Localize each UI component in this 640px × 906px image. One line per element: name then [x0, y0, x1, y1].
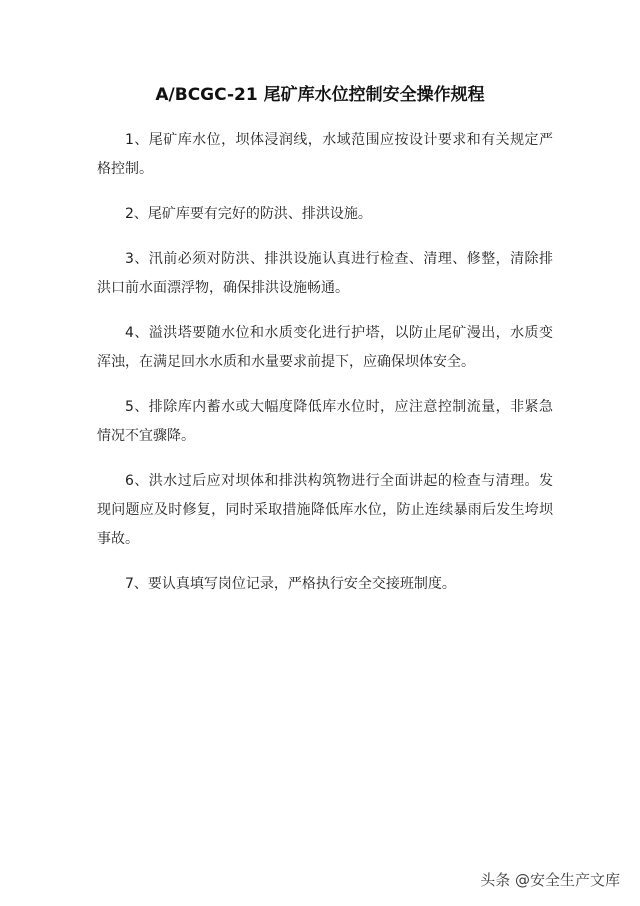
document-title: A/BCGC-21 尾矿库水位控制安全操作规程: [155, 85, 485, 105]
document-body: [97, 126, 553, 615]
paragraph-5: 5、排除库内蓄水或大幅度降低库水位时，应注意控制流量，非紧急情况不宜骤降。: [97, 399, 553, 444]
paragraph-7: 7、要认真填写岗位记录，严格执行安全交接班制度。: [125, 576, 456, 592]
paragraph-4: 4、溢洪塔要随水位和水质变化进行护塔，以防止尾矿漫出，水质变浑浊，在满足回水水质和水量要求前提下，应确保坝体安全。: [97, 325, 553, 370]
watermark-label: 头条 @安全生产文库: [480, 871, 620, 889]
paragraph-2: 2、尾矿库要有完好的防洪、排洪设施。: [125, 206, 372, 222]
paragraph-6: 6、洪水过后应对坝体和排洪构筑物进行全面讲起的检查与清理。发现问题应及时修复，同时采取措施降低库水位，防止连续暴雨后发生垮坝事故。: [97, 473, 553, 547]
paragraph-3: 3、汛前必须对防洪、排洪设施认真进行检查、清理、修整，清除排洪口前水面漂浮物，确保排洪设施畅通。: [97, 251, 553, 296]
paragraph-1: 1、尾矿库水位，坝体浸润线，水域范围应按设计要求和有关规定严格控制。: [97, 132, 553, 177]
